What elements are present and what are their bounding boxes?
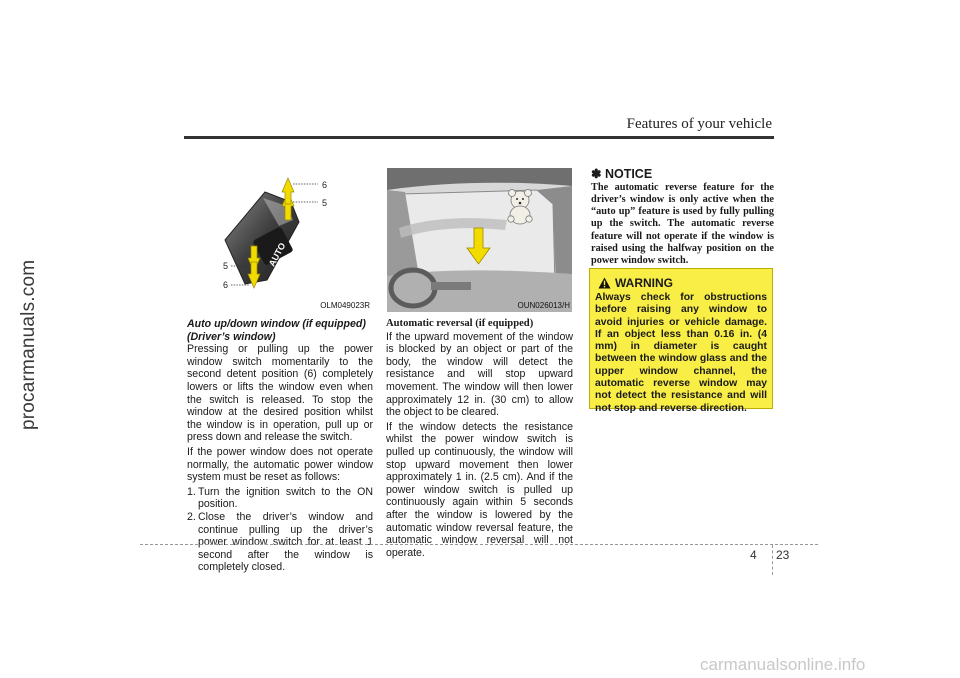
footer-divider [772, 545, 773, 575]
car-window-illustration [387, 168, 572, 312]
warning-title: WARNING [615, 276, 673, 290]
site-watermark-bottom: carmanualsonline.info [700, 655, 866, 674]
auto-updown-section [187, 318, 373, 574]
auto-label: AUTO [266, 241, 288, 269]
notice-title: ✽ NOTICE [591, 167, 653, 181]
position-label: 5 [322, 198, 328, 208]
site-watermark-vertical: procarmanuals.com [18, 259, 39, 430]
notice-section [591, 168, 774, 268]
body-paragraph: Pressing or pulling up the power window switch momentarily to the second detent position (6) completely lowers or lifts the window even when the switch is released. To stop the window at the desired position whilst the window is in operation, pull up or press down and release the switch. [187, 343, 373, 444]
warning-triangle-icon [598, 277, 611, 289]
window-switch-illustration [187, 168, 372, 312]
position-label: 6 [223, 280, 229, 290]
position-label: 5 [223, 261, 229, 271]
section-heading: Automatic reversal (if equipped) [386, 318, 534, 329]
notice-body: The automatic reverse feature for the driver’s window is only active when the “auto up” feature is used by fully pulling up the switch. The automatic reverse feature will not operate if the window is raised using the halfway position on the power window switch. [591, 181, 774, 267]
automatic-reversal-section [386, 318, 573, 561]
window-switch-figure [187, 168, 372, 312]
footer-rule [140, 544, 818, 545]
list-item [187, 486, 373, 511]
window-reversal-figure [387, 168, 572, 312]
figure-caption: OLM049023R [320, 301, 370, 310]
position-label: 6 [322, 180, 328, 190]
section-heading-sub: (Driver’s window) [187, 330, 276, 343]
chapter-number: 4 [750, 548, 757, 562]
warning-box [589, 268, 773, 414]
body-paragraph: If the upward movement of the window is blocked by an object or part of the body, the window will detect the resistance and will stop upward movement. The window will then lower approximately 12 in. (30 cm) to allow the object to be cleared. [386, 330, 573, 419]
section-title: Features of your vehicle [626, 116, 772, 132]
warning-body: Always check for obstructions before raising any window to avoid injuries or vehicle damage. If an object less than 0.16 in. (4 mm) in diameter is caught between the window glass and the upper window channel, the automatic reverse window may not detect the resistance and will not stop and reverse direction. [595, 292, 767, 414]
step-text: Close the driver’s window and continue pulling up the driver’s power window switch for at least 1 second after the window is completely closed. [198, 510, 373, 574]
step-text: Turn the ignition switch to the ON position. [198, 485, 373, 511]
figure-caption: OUN026013/H [517, 301, 570, 310]
section-heading: Auto up/down window (if equipped) [187, 318, 366, 330]
list-item [187, 511, 373, 574]
body-paragraph: If the power window does not operate normally, the automatic power window system must be reset as follows: [187, 445, 373, 484]
page-number-value: 23 [776, 548, 790, 562]
header-rule [184, 136, 774, 139]
step-number: 2. [187, 510, 196, 523]
body-paragraph: If the window detects the resistance whilst the power window switch is pulled up continuously, the window will stop upward movement then lower approximately 1 in. (2.5 cm). And if the power window switch is pulled up continuously again within 5 seconds after the window is lowered by the automatic window reversal feature, the automatic window reversal will not operate. [386, 420, 573, 559]
step-number: 1. [187, 485, 196, 498]
